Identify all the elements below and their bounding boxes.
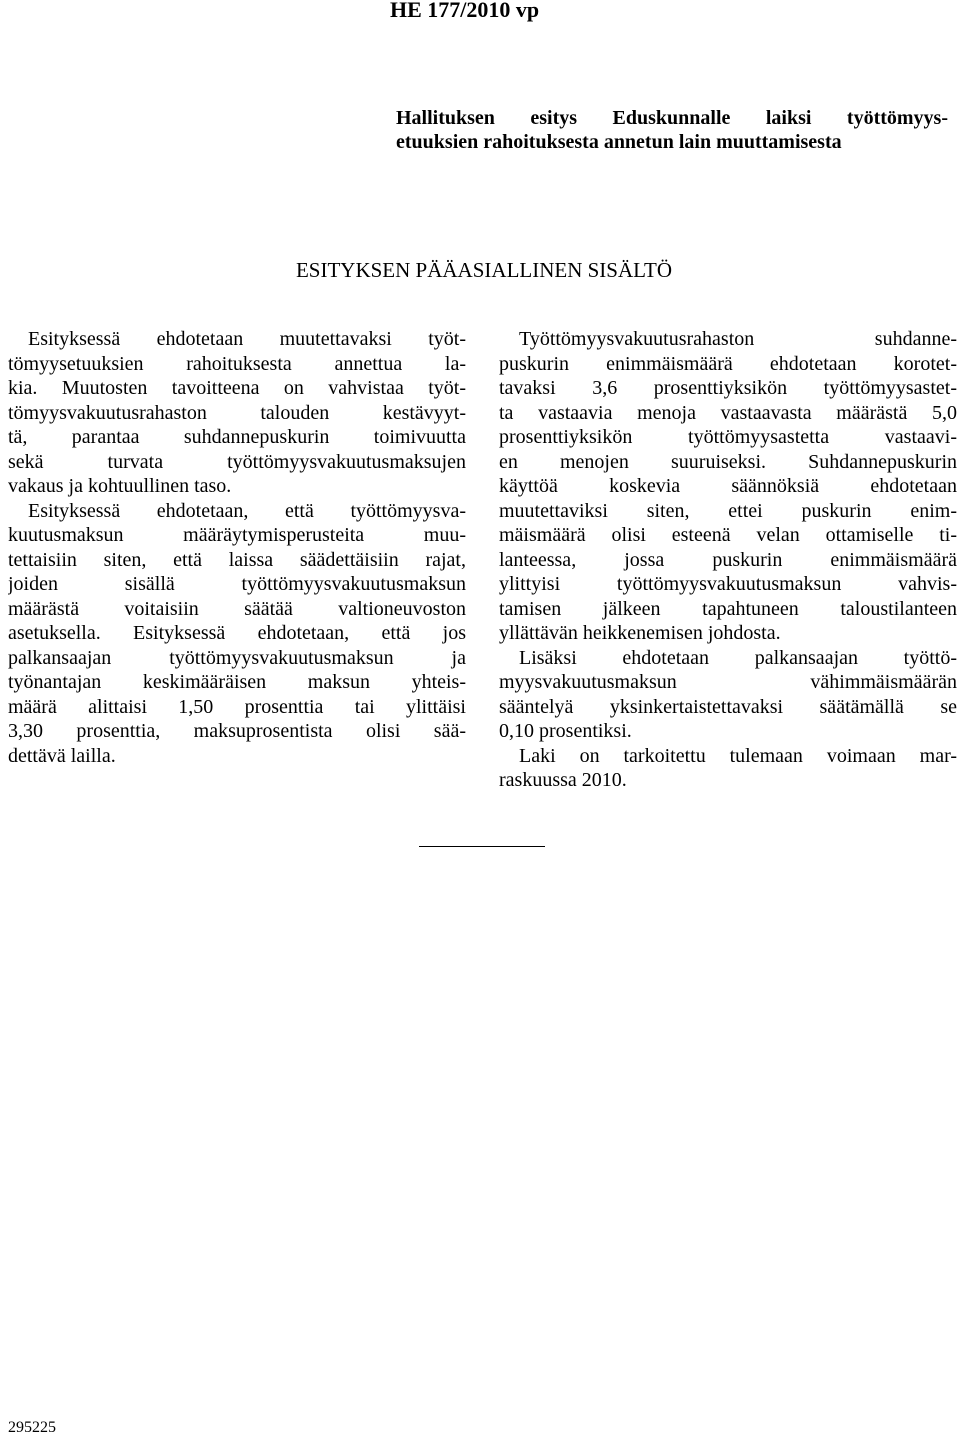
text-line: yllättävän heikkenemisen johdosta. bbox=[499, 622, 781, 644]
text-line: tömyysvakuutusrahaston talouden kestävyyt- bbox=[8, 401, 466, 424]
text-line: tömyysetuuksien rahoituksesta annettua la- bbox=[8, 352, 466, 375]
text-line: määrästä voitaisiin säätää valtioneuvoston bbox=[8, 597, 466, 620]
text-line: määrä alittaisi 1,50 prosenttia tai ylittäisi bbox=[8, 695, 466, 718]
text-line: Työttömyysvakuutusrahaston suhdanne- bbox=[519, 328, 957, 350]
text-line: kia. Muutosten tavoitteena on vahvistaa työt- bbox=[8, 377, 466, 399]
right-column bbox=[499, 327, 957, 793]
text-line: tä, parantaa suhdannepuskurin toimivuutta bbox=[8, 426, 466, 448]
section-heading: ESITYKSEN PÄÄASIALLINEN SISÄLTÖ bbox=[295, 258, 673, 282]
text-line: vakaus ja kohtuullinen taso. bbox=[8, 475, 232, 497]
text-line: Laki on tarkoitettu tulemaan voimaan mar- bbox=[519, 744, 957, 767]
separator-line bbox=[419, 846, 545, 847]
text-line: tamisen jälkeen tapahtuneen taloustilanteen bbox=[499, 597, 957, 620]
text-line: Esityksessä ehdotetaan muutettavaksi työt- bbox=[28, 328, 466, 350]
text-line: kuutusmaksun määräytymisperusteita muu- bbox=[8, 524, 466, 546]
text-line: en menojen suuruiseksi. Suhdannepuskurin bbox=[499, 450, 957, 473]
text-line: raskuussa 2010. bbox=[499, 769, 627, 791]
text-line: muutettaviksi siten, ettei puskurin enim- bbox=[499, 499, 957, 522]
text-line: ta vastaavia menoja vastaavasta määrästä 5,0 bbox=[499, 401, 957, 424]
text-line: tavaksi 3,6 prosenttiyksikön työttömyysastet- bbox=[499, 377, 957, 399]
left-column bbox=[8, 327, 466, 768]
text-line: 0,10 prosentiksi. bbox=[499, 720, 632, 742]
text-line: käyttöä koskevia säännöksiä ehdotetaan bbox=[499, 475, 957, 497]
document-id: HE 177/2010 vp bbox=[390, 0, 540, 22]
text-line: prosenttiyksikön työttömyysastetta vastaavi- bbox=[499, 426, 957, 448]
text-line: myysvakuutusmaksun vähimmäismäärän bbox=[499, 671, 957, 693]
text-line: tettaisiin siten, että laissa säädettäisiin rajat, bbox=[8, 548, 466, 571]
text-line: Esityksessä ehdotetaan, että työttömyysva- bbox=[28, 499, 466, 522]
text-line: Lisäksi ehdotetaan palkansaajan työttö- bbox=[519, 646, 957, 669]
text-line: lanteessa, jossa puskurin enimmäismäärä bbox=[499, 548, 957, 571]
text-line: puskurin enimmäismäärä ehdotetaan korotet- bbox=[499, 352, 957, 375]
text-line: sääntelyä yksinkertaistettavaksi säätämällä se bbox=[499, 695, 957, 718]
text-line: asetuksella. Esityksessä ehdotetaan, että jos bbox=[8, 622, 466, 644]
text-line: dettävä lailla. bbox=[8, 744, 116, 767]
text-line: ylittyisi työttömyysvakuutusmaksun vahvis- bbox=[499, 573, 957, 595]
text-line: 3,30 prosenttia, maksuprosentista olisi sää- bbox=[8, 720, 466, 742]
text-line: joiden sisällä työttömyysvakuutusmaksun bbox=[8, 573, 466, 595]
text-line: sekä turvata työttömyysvakuutusmaksujen bbox=[8, 450, 466, 473]
text-line: palkansaajan työttömyysvakuutusmaksun ja bbox=[8, 646, 466, 669]
title-line-2: etuuksien rahoituksesta annetun lain muuttamisesta bbox=[396, 131, 842, 153]
text-line: mäismäärä olisi esteenä velan ottamiselle ti- bbox=[499, 524, 957, 546]
text-line: työnantajan keskimääräisen maksun yhteis- bbox=[8, 671, 466, 693]
page-number: 295225 bbox=[8, 1419, 56, 1436]
title-line-1: Hallituksen esitys Eduskunnalle laiksi työttömyys- bbox=[396, 107, 948, 129]
